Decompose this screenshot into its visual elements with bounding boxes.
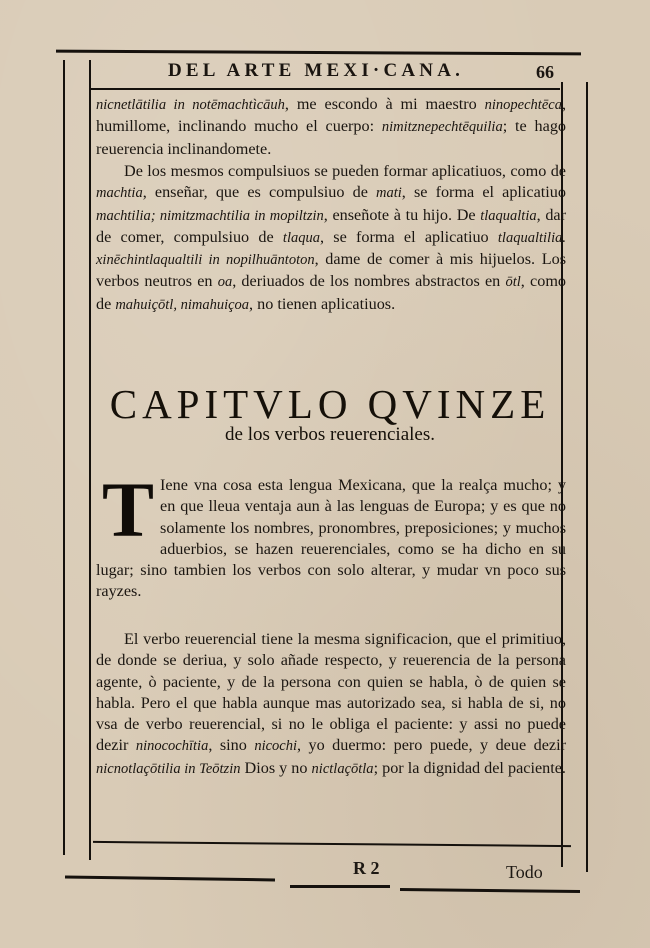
bottom-inner-rule	[93, 841, 571, 847]
bottom-outer-rule-right	[400, 888, 580, 893]
right-outer-rule	[586, 82, 588, 872]
text-run: ; te hago reuerencia inclinandomete.	[96, 117, 567, 158]
text-run: , enseñar, que es compulsiuo de	[142, 183, 377, 202]
nahuatl-term: ninocochītia	[135, 738, 209, 755]
bottom-outer-rule-mid	[290, 885, 390, 888]
nahuatl-term: mahuiçōtl, nimahuiçoa	[115, 296, 250, 313]
text-run: , humillome, inclinando mucho el cuerpo:	[96, 95, 566, 136]
nahuatl-term: tlaqua	[282, 229, 320, 246]
nahuatl-term: nimitznepechtēquilia	[381, 119, 503, 136]
page-number: 66	[536, 62, 554, 82]
bottom-outer-rule-left	[65, 876, 275, 882]
text-run: , yo duermo: pero puede, y deue dezir	[297, 736, 566, 755]
chapter-subtitle: de los verbos reuerenciales.	[225, 424, 435, 445]
nahuatl-term: tlaqualtia	[480, 207, 537, 224]
text-run: , se forma el aplicatiuo	[401, 183, 566, 202]
catchword: Todo	[506, 862, 543, 882]
nahuatl-term: tlaqualtilia. xinēchintlaqualtili in nopilhuāntoton	[96, 229, 566, 269]
text-run: , enseñote à tu hijo. De	[323, 205, 481, 224]
running-title: DEL ARTE MEXI·CANA.	[168, 60, 465, 81]
text-run: De los mesmos compulsiuos se pueden formar aplicatiuos, como de	[124, 162, 566, 180]
paragraph-reverential-verb	[96, 629, 566, 780]
nahuatl-term: mati	[376, 185, 402, 202]
left-outer-rule	[63, 60, 65, 855]
text-run: , dame de comer à mis hijuelos. Los verbos neutros en	[96, 250, 566, 291]
paragraph-applicatives	[96, 161, 566, 316]
text-run: , no tienen aplicatiuos.	[249, 294, 396, 313]
nahuatl-term: machtia	[96, 185, 143, 202]
nahuatl-term: machtilia; nimitzmachtilia in mopiltzin	[96, 207, 324, 224]
nahuatl-term: nicnotlaçōtilia in Teōtzin	[96, 760, 241, 777]
nahuatl-term: ōtl	[505, 274, 521, 291]
running-head	[90, 58, 560, 86]
paragraph-text	[96, 466, 566, 603]
text-run: , deriuados de los nombres abstractos en	[232, 272, 506, 291]
nahuatl-term: nictlaçōtla	[311, 760, 374, 777]
paragraph-text	[96, 161, 566, 316]
top-paragraph	[96, 94, 566, 160]
paragraph-body: Iene vna cosa esta lengua Mexicana, que la realça mucho; y en que lleua ventaja aun à las lenguas de Europa; y es que no solamente los nombres, pronombres, preposiciones; y muchos aduerbios, se hazen reuerenciales, como se ha dicho en su lugar; sino tambien los verbos con solo alterar, y mudar vn poco sus rayzes.	[96, 476, 566, 601]
nahuatl-term: nicochi	[254, 738, 297, 755]
paragraph-text	[96, 629, 566, 780]
head-under-rule	[90, 88, 560, 90]
text-run: , sino	[208, 736, 255, 755]
text-run: , como de	[96, 272, 567, 313]
top-outer-rule	[56, 50, 581, 56]
nahuatl-term: oa	[217, 274, 233, 291]
text-run: , dar de comer, compulsiuo de	[96, 205, 566, 246]
nahuatl-term: nicnetlātilia in notēmachtìcāuh	[96, 97, 285, 113]
signature-mark: R 2	[353, 858, 380, 878]
text-run: , me escondo à mi maestro	[284, 95, 485, 113]
text-run: Dios y no	[240, 758, 312, 777]
drop-cap: T	[102, 466, 155, 553]
text-run: , se forma el aplicatiuo	[319, 227, 498, 246]
text-run: ; por la dignidad del paciente.	[373, 758, 566, 777]
left-inner-rule	[89, 60, 91, 860]
nahuatl-term: ninopechtēca	[484, 97, 562, 113]
paragraph-reverential-intro	[96, 466, 566, 603]
chapter-title: CAPITVLO QVINZE	[109, 381, 551, 427]
text-run: El verbo reuerencial tiene la mesma significacion, que el primitiuo, de donde se deriua, y solo añade respecto, y reuerencia de la persona agente, ò paciente, y de la persona con quien se habla, ò de quien se habla. Pero el que habla aunque mas autorizado sea, si habla de si, no vsa de verbo reuerencial, si no le obliga el paciente: y assi no puede dezir	[96, 630, 566, 755]
paragraph-continued	[96, 94, 566, 160]
